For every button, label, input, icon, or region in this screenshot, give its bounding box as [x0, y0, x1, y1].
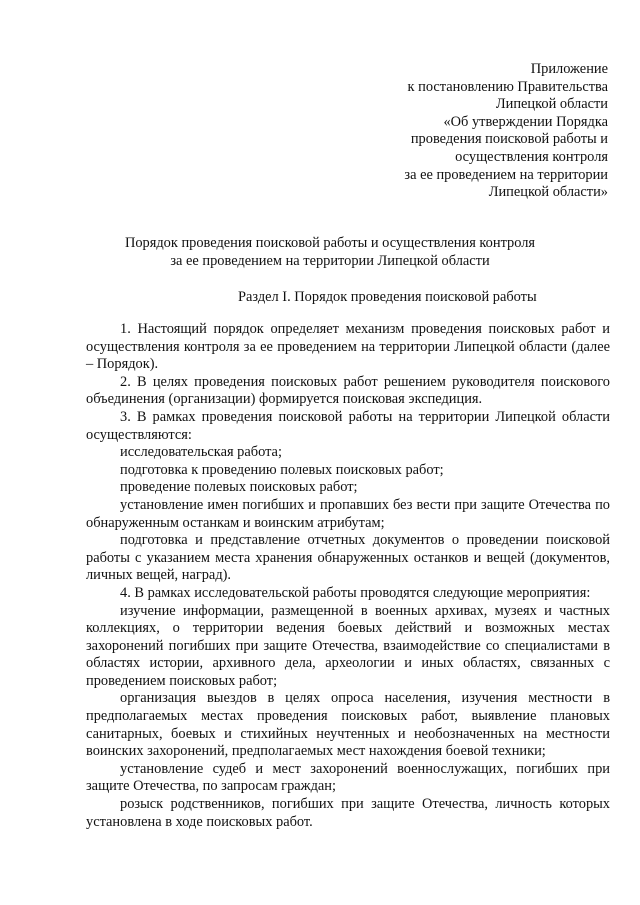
appendix-line: за ее проведением на территории [404, 166, 608, 183]
list-item: подготовка к проведению полевых поисковых работ; [120, 461, 444, 478]
appendix-block [308, 61, 608, 202]
paragraph: 2. В целях проведения поисковых работ решением руководителя поискового объединения (организации) формируется поисковая экспедиция. [86, 373, 610, 408]
paragraph: 4. В рамках исследовательской работы проводятся следующие мероприятия: [120, 584, 591, 601]
list-item: установление имен погибших и пропавших без вести при защите Отечества по обнаруженным останкам и воинским атрибутам; [86, 496, 610, 531]
list-item: организация выездов в целях опроса населения, изучения местности в предполагаемых местах проведения поисковых работ, выявление плановых санитарных, боевых и стихийных неучтенных и необозначенных на местности воинских захоронений, предполагаемых мест нахождения боевой техники; [86, 690, 610, 760]
appendix-line: Липецкой области [495, 96, 608, 113]
appendix-line: осуществления контроля [455, 148, 608, 165]
appendix-line: к постановлению Правительства [407, 78, 608, 95]
section-heading: Раздел I. Порядок проведения поисковой работы [238, 289, 537, 305]
appendix-line: «Об утверждении Порядка [443, 113, 608, 130]
list-item: розыск родственников, погибших при защите Отечества, личность которых установлена в ходе поисковых работ. [86, 796, 610, 830]
appendix-line: Липецкой области» [488, 184, 608, 201]
title-line: Порядок проведения поисковой работы и осуществления контроля [124, 235, 536, 251]
list-item: изучение информации, размещенной в военных архивах, музеях и частных коллекциях, о территории ведения боевых действий и возможных местах захоронений погибших при защите Отечества, взаимодействие со специалистами в областях истории, архивного дела, археологии и иных областях, связанных с проведением поисковых работ; [86, 602, 610, 689]
list-item: установление судеб и мест захоронений военнослужащих, погибших при защите Отечества, по запросам граждан; [86, 760, 610, 795]
paragraph: 3. В рамках проведения поисковой работы на территории Липецкой области осуществляются: [86, 408, 610, 443]
appendix-line: проведения поисковой работы и [410, 131, 608, 148]
document-body [86, 321, 610, 831]
title-line: за ее проведением на территории Липецкой области [170, 252, 490, 269]
paragraph: 1. Настоящий порядок определяет механизм проведения поисковых работ и осуществления контроля за ее проведением на территории Липецкой области (далее – Порядок). [86, 321, 610, 373]
list-item: подготовка и представление отчетных документов о проведении поисковой работы с указанием места хранения обнаруженных останков и вещей (документов, личных вещей, наград). [86, 532, 610, 584]
list-item: проведение полевых поисковых работ; [120, 479, 358, 496]
appendix-line: Приложение [530, 61, 608, 77]
list-item: исследовательская работа; [120, 444, 282, 461]
document-title [80, 235, 580, 270]
